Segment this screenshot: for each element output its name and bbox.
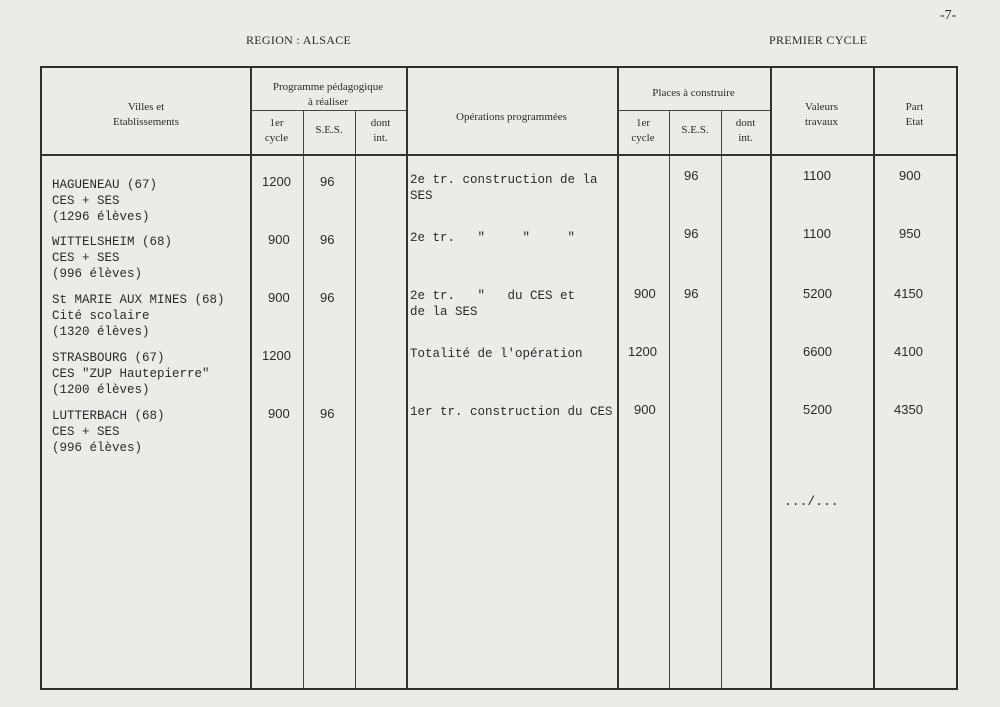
row-prog-1er: 900 [268, 290, 290, 305]
subcol-sep [721, 110, 722, 688]
col-sep [873, 68, 875, 688]
header-villes: Villes et Etablissements [113, 101, 179, 128]
header-places: Places à construire [652, 87, 735, 99]
region-title: REGION : ALSACE [246, 33, 352, 47]
row-operation: 1er tr. construction du CES [410, 405, 613, 419]
subcol-sep [669, 110, 670, 688]
row-valeurs: 6600 [803, 344, 832, 359]
col-sep [250, 68, 252, 688]
col-sep [617, 68, 619, 688]
col-sep [406, 68, 408, 688]
row-places-1er: 1200 [628, 344, 657, 359]
row-prog-1er: 900 [268, 406, 290, 421]
row-part: 4100 [894, 344, 923, 359]
row-part: 4350 [894, 402, 923, 417]
page-number: -7- [940, 8, 957, 23]
row-prog-ses: 96 [320, 406, 335, 421]
continuation-mark: .../... [784, 494, 839, 509]
row-name: WITTELSHEIM (68) CES + SES (996 élèves) [52, 235, 173, 281]
row-prog-1er: 1200 [262, 348, 291, 363]
row-operation: 2e tr. " " " [410, 231, 576, 245]
header-places-ses: S.E.S. [681, 124, 709, 136]
header-places-dont: dont int. [735, 117, 756, 144]
row-operation: 2e tr. " du CES et de la SES [410, 289, 576, 319]
header-part: Part Etat [905, 101, 924, 128]
row-name: STRASBOURG (67) CES "ZUP Hautepierre" (1200 élèves) [52, 351, 210, 397]
header-prog-dont: dont int. [370, 117, 391, 144]
row-valeurs: 1100 [803, 168, 831, 183]
row-part: 4150 [894, 286, 923, 301]
subheader-line [617, 110, 770, 111]
row-prog-1er: 1200 [262, 174, 291, 189]
header-prog-1er: 1er cycle [264, 117, 289, 144]
row-name: St MARIE AUX MINES (68) Cité scolaire (1320 élèves) [52, 293, 225, 339]
header-operations: Opérations programmées [456, 111, 567, 123]
header-places-1er: 1er cycle [631, 117, 655, 144]
header-prog-ses: S.E.S. [315, 124, 343, 136]
row-prog-ses: 96 [320, 290, 335, 305]
header-programme: Programme pédagogique à réaliser [272, 81, 384, 108]
row-places-1er: 900 [634, 402, 656, 417]
col-sep [770, 68, 772, 688]
row-valeurs: 5200 [803, 402, 832, 417]
row-part: 950 [899, 226, 921, 241]
subcol-sep [355, 110, 356, 688]
subheader-line [250, 110, 406, 111]
row-operation: Totalité de l'opération [410, 347, 583, 361]
cycle-title: PREMIER CYCLE [769, 33, 868, 47]
header-valeurs: Valeurs travaux [805, 101, 838, 128]
row-prog-1er: 900 [268, 232, 290, 247]
row-prog-ses: 96 [320, 174, 335, 189]
row-valeurs: 5200 [803, 286, 832, 301]
header-bottom-line [42, 154, 956, 156]
row-places-1er: 900 [634, 286, 656, 301]
subcol-sep [303, 110, 304, 688]
row-name: LUTTERBACH (68) CES + SES (996 élèves) [52, 409, 165, 455]
row-operation: 2e tr. construction de la SES [410, 173, 598, 203]
row-name: HAGUENEAU (67) CES + SES (1296 élèves) [52, 178, 158, 224]
row-prog-ses: 96 [320, 232, 335, 247]
row-places-ses: 96 [684, 226, 699, 241]
row-valeurs: 1100 [803, 226, 831, 241]
row-places-ses: 96 [684, 168, 699, 183]
row-places-ses: 96 [684, 286, 699, 301]
programme-table [40, 66, 958, 690]
row-part: 900 [899, 168, 921, 183]
